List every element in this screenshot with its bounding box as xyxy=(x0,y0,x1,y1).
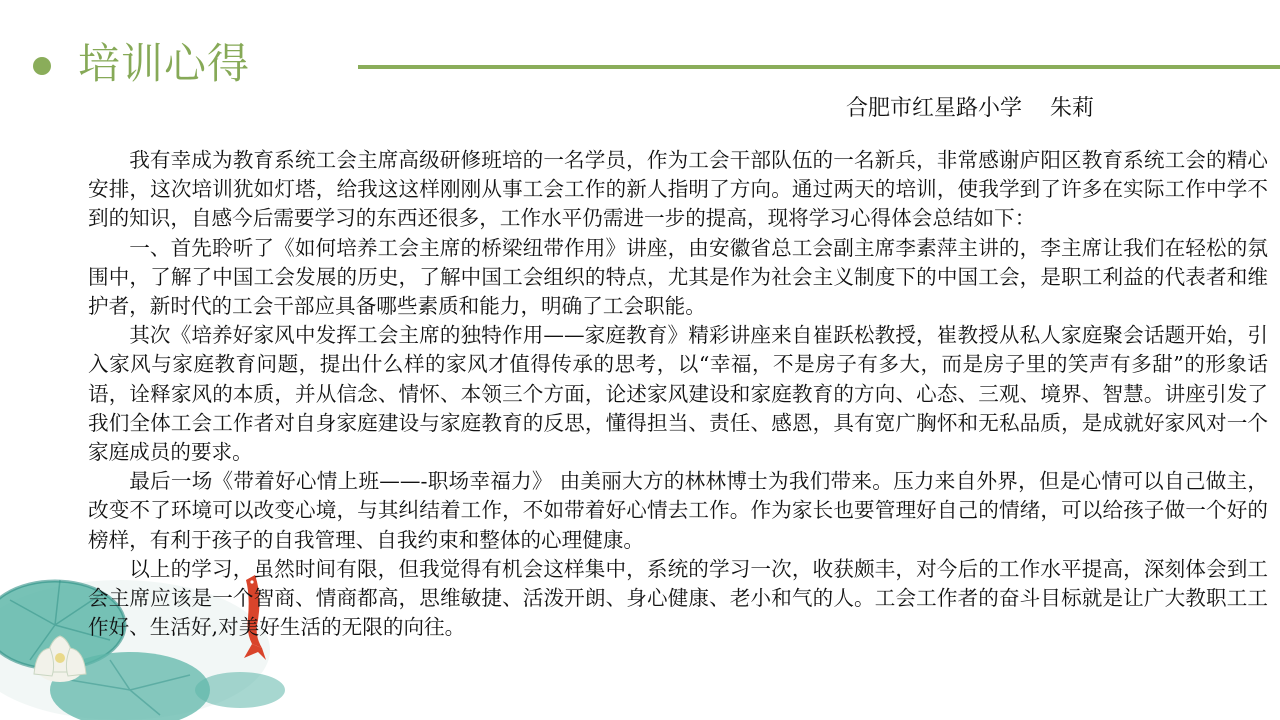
paragraph-5: 以上的学习，虽然时间有限，但我觉得有机会这样集中，系统的学习一次，收获颇丰，对今后的工作水平提高，深刻体会到工会主席应该是一个智商、情商都高，思维敏捷、活泼开朗、身心健康、老小和气的人。工会工作者的奋斗目标就是让广大教职工工作好、生活好,对美好生活的无限的向往。 xyxy=(88,556,1268,640)
author-school: 合肥市红星路小学 xyxy=(846,96,1023,121)
paragraph-3: 其次《培养好家风中发挥工会主席的独特作用——家庭教育》精彩讲座来自崔跃松教授，崔教授从私人家庭聚会话题开始，引入家风与家庭教育问题，提出什么样的家风才值得传承的思考，以“幸福，不是房子有多大，而是房子里的笑声有多甜”的形象话语，诠释家风的本质，并从信念、情怀、本领三个方面，论述家风建设和家庭教育的方向、心态、三观、境界、智慧。讲座引发了我们全体工会工作者对自身家庭建设与家庭教育的反思，懂得担当、责任、感恩，具有宽广胸怀和无私品质，是成就好家风对一个家庭成员的要求。 xyxy=(88,323,1268,465)
article-body xyxy=(88,146,1268,642)
title-bullet-dot xyxy=(33,57,51,75)
author-line xyxy=(846,94,1094,124)
lotus-leaf-icon xyxy=(195,672,285,708)
paragraph-4: 最后一场《带着好心情上班——-职场幸福力》 由美丽大方的林林博士为我们带来。压力来自外界，但是心情可以自己做主，改变不了环境可以改变心境，与其纠结着工作，不如带着好心情去工作。作为家长也要管理好自己的情绪，可以给孩子做一个好的榜样，有利于孩子的自我管理、自我约束和整体的心理健康。 xyxy=(88,469,1268,552)
author-name: 朱莉 xyxy=(1050,96,1095,121)
title-underline xyxy=(358,65,1280,69)
paragraph-2: 一、首先聆听了《如何培养工会主席的桥梁纽带作用》讲座，由安徽省总工会副主席李素萍主讲的，李主席让我们在轻松的氛围中，了解了中国工会发展的历史，了解中国工会组织的特点，尤其是作为社会主义制度下的中国工会，是职工利益的代表者和维护者，新时代的工会干部应具备哪些素质和能力，明确了工会职能。 xyxy=(88,235,1268,319)
page-title: 培训心得 xyxy=(78,39,251,88)
paragraph-1: 我有幸成为教育系统工会主席高级研修班培的一名学员，作为工会干部队伍的一名新兵，非常感谢庐阳区教育系统工会的精心安排，这次培训犹如灯塔，给我这这样刚刚从事工会工作的新人指明了方向。通过两天的培训，使我学到了许多在实际工作中学不到的知识，自感今后需要学习的东西还很多，工作水平仍需进一步的提高，现将学习心得体会总结如下： xyxy=(88,148,1268,231)
